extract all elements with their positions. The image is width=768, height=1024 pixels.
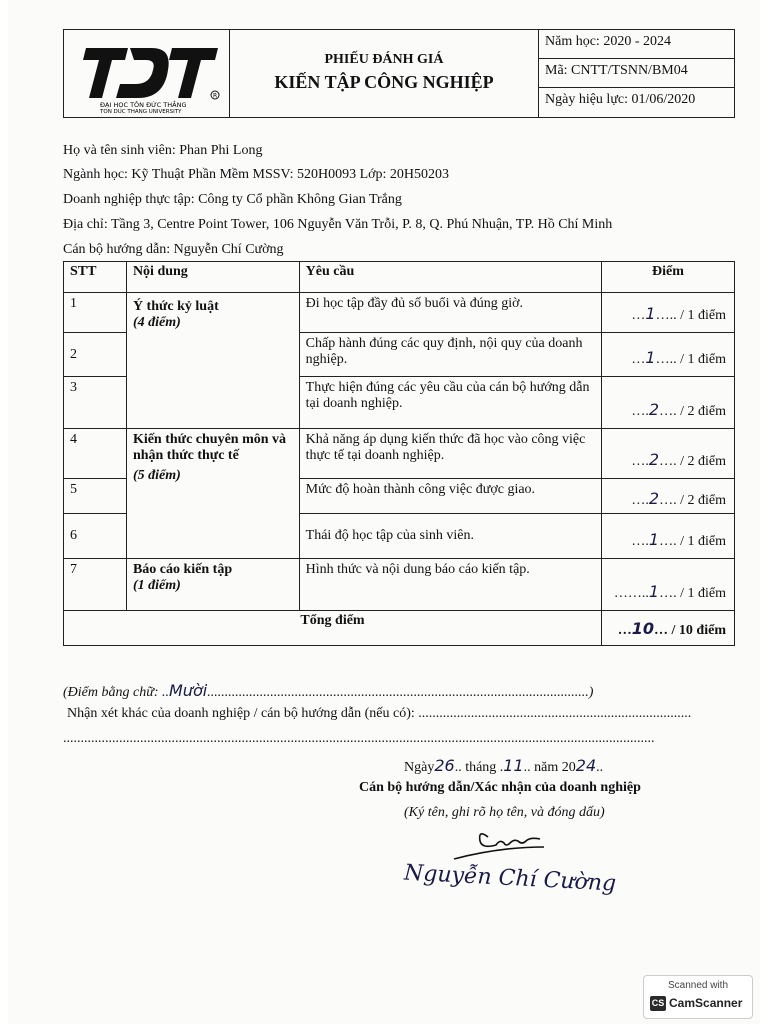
row-score: ….2…. / 2 điểm [602,429,735,479]
effective-date: Ngày hiệu lực: 01/06/2020 [545,92,696,107]
address-line: Địa chỉ: Tầng 3, Centre Point Tower, 106 Nguyễn Văn Trỗi, P. 8, Q. Phú Nhuận, TP. Hồ Chí Minh [63,217,613,232]
svg-text:ĐẠI HỌC TÔN ĐỨC THẮNG: ĐẠI HỌC TÔN ĐỨC THẮNG [100,101,187,109]
school-year: Năm học: 2020 - 2024 [545,34,671,49]
sign-date: Ngày26.. tháng .11.. năm 2024.. [404,756,604,775]
header-content: Nội dung [126,262,299,293]
svg-text:R: R [213,92,218,100]
evaluation-table [63,261,735,646]
group-discipline: Ý thức kỷ luật (4 điểm) [126,293,299,429]
group-knowledge: Kiến thức chuyên môn và nhận thức thực tế (5 điểm) [126,429,299,559]
table-row [64,559,735,611]
row-stt: 3 [64,377,127,429]
row-requirement: Thực hiện đúng các yêu cầu của cán bộ hướng dẫn tại doanh nghiệp. [299,377,601,429]
score-in-words: (Điểm bằng chữ: ..Mười.............................................................................................................) [63,681,594,700]
row-requirement: Khả năng áp dụng kiến thức đã học vào công việc thực tế tại doanh nghiệp. [299,429,601,479]
row-requirement: Đi học tập đầy đủ số buổi và đúng giờ. [299,293,601,333]
sign-title: Cán bộ hướng dẫn/Xác nhận của doanh nghiệp [359,780,641,795]
remarks-line: Nhận xét khác của doanh nghiệp / cán bộ hướng dẫn (nếu có): .............................................................................. [67,706,692,721]
table-header-row [64,262,735,293]
student-name: Họ và tên sinh viên: Phan Phi Long [63,143,263,158]
header-score: Điểm [602,262,735,293]
remarks-continuation: ......................................................................................................................................................................... [63,731,655,746]
university-logo [72,40,224,114]
row-score: ….1…. / 1 điểm [602,514,735,559]
row-requirement: Mức độ hoàn thành công việc được giao. [299,479,601,514]
row-stt: 2 [64,333,127,377]
row-stt: 7 [64,559,127,611]
total-label: Tổng điểm [64,611,602,646]
camscanner-logo-icon: CS [650,996,666,1011]
table-row [64,293,735,333]
row-stt: 5 [64,479,127,514]
row-requirement: Thái độ học tập của sinh viên. [299,514,601,559]
row-stt: 6 [64,514,127,559]
form-title-line2: KIẾN TẬP CÔNG NGHIỆP [274,72,494,92]
header-stt: STT [64,262,127,293]
row-requirement: Chấp hành đúng các quy định, nội quy của doanh nghiệp. [299,333,601,377]
group-report: Báo cáo kiến tập (1 điểm) [126,559,299,611]
major-line: Ngành học: Kỹ Thuật Phần Mềm MSSV: 520H0093 Lớp: 20H50203 [63,167,450,182]
total-score: …10… / 10 điểm [602,611,735,646]
row-score: …1….. / 1 điểm [602,333,735,377]
table-row [64,429,735,479]
row-score: …1….. / 1 điểm [602,293,735,333]
row-score: ….2…. / 2 điểm [602,479,735,514]
company-line: Doanh nghiệp thực tập: Công ty Cổ phần Không Gian Trắng [63,192,402,207]
supervisor-line: Cán bộ hướng dẫn: Nguyễn Chí Cường [63,242,284,257]
header-box [63,29,735,118]
row-stt: 1 [64,293,127,333]
svg-text:TON DUC THANG UNIVERSITY: TON DUC THANG UNIVERSITY [100,109,182,114]
signature-scribble [440,825,570,865]
form-code: Mã: CNTT/TSNN/BM04 [545,63,688,78]
row-score: ….2…. / 2 điểm [602,377,735,429]
sign-note: (Ký tên, ghi rõ họ tên, và đóng dấu) [404,805,605,820]
total-row [64,611,735,646]
form-title-line1: PHIẾU ĐÁNH GIÁ [324,52,444,67]
camscanner-watermark: Scanned with CS CamScanner [643,975,753,1019]
header-requirement: Yêu cầu [299,262,601,293]
row-score: ……..1…. / 1 điểm [602,559,735,611]
signer-name-handwritten: Nguyễn Chí Cường [403,860,617,897]
row-stt: 4 [64,429,127,479]
row-requirement: Hình thức và nội dung báo cáo kiến tập. [299,559,601,611]
